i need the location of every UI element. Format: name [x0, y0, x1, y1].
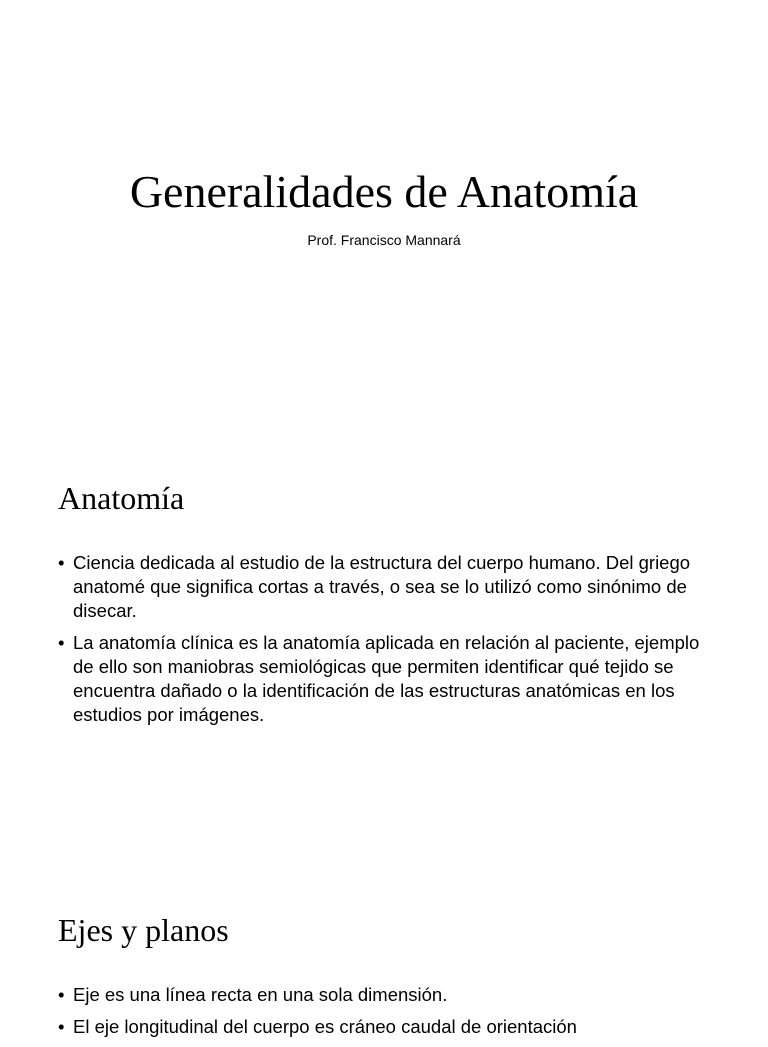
bullet-icon: • — [58, 552, 65, 573]
bullet-item — [58, 551, 718, 623]
presentation-title: Generalidades de Anatomía — [129, 166, 639, 217]
bullet-icon: • — [58, 984, 65, 1005]
bullet-text: El eje longitudinal del cuerpo es cráneo caudal de orientación — [73, 1016, 577, 1037]
presentation-subtitle: Prof. Francisco Mannará — [307, 232, 461, 248]
bullet-icon: • — [58, 1016, 65, 1037]
slide-title: Ejes y planos — [58, 912, 229, 948]
bullet-text: Ciencia dedicada al estudio de la estructura del cuerpo humano. Del griego anatomé que significa cortas a través, o sea se lo utilizó como sinónimo de disecar. — [73, 552, 691, 621]
bullet-list — [58, 983, 718, 1047]
title-slide — [0, 0, 768, 432]
slide-title: Anatomía — [58, 480, 185, 516]
bullet-item — [58, 1015, 718, 1039]
bullet-list — [58, 551, 718, 735]
bullet-item — [58, 983, 718, 1007]
bullet-text: Eje es una línea recta en una sola dimensión. — [73, 984, 448, 1005]
bullet-icon: • — [58, 632, 65, 653]
bullet-text: La anatomía clínica es la anatomía aplicada en relación al paciente, ejemplo de ello son maniobras semiológicas que permiten identificar qué tejido se encuentra dañado o la identificación de las estructuras anatómicas en los estudios por imágenes. — [73, 632, 700, 725]
anatomy-slide — [0, 432, 768, 864]
bullet-item — [58, 631, 718, 727]
axes-planes-slide — [0, 864, 768, 1037]
